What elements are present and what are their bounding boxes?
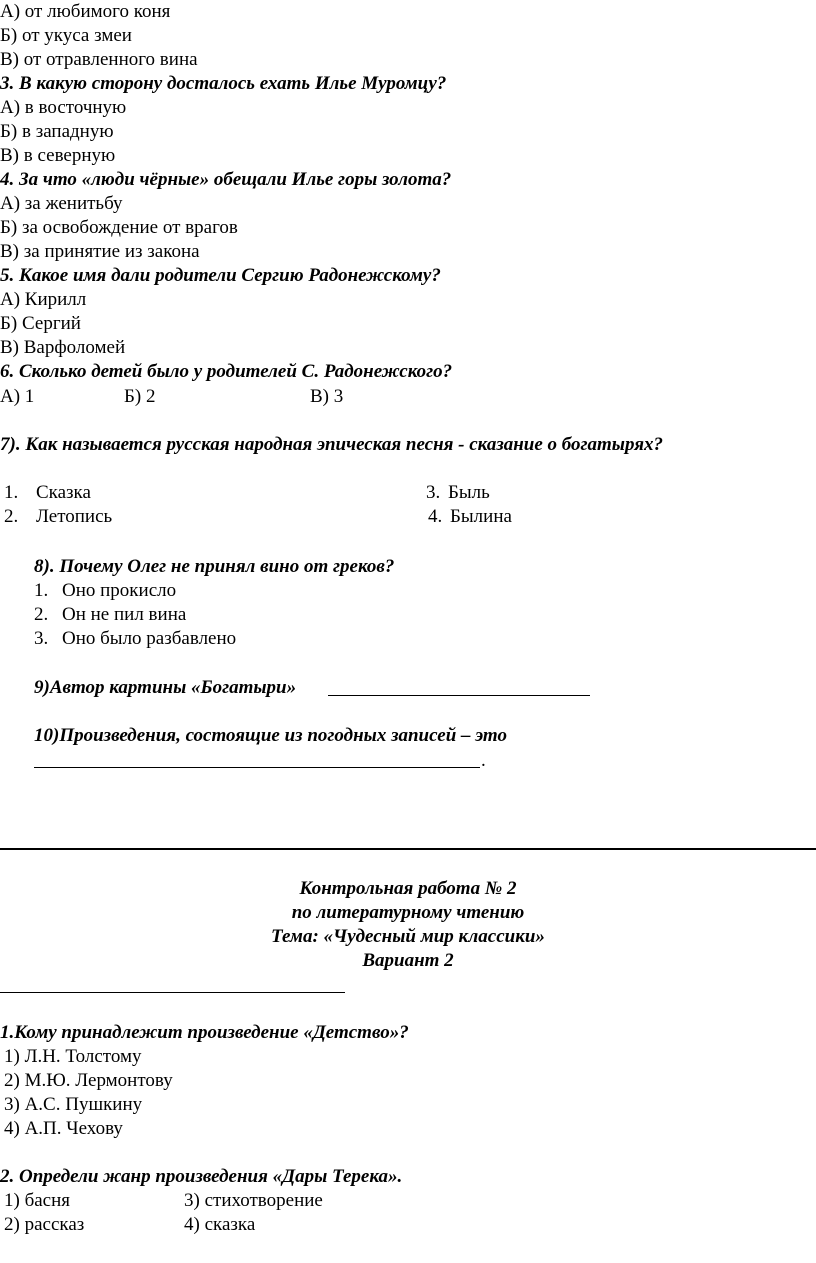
p2-q2-option-2: 2) рассказ [4, 1214, 85, 1235]
q7-option-2-text: Летопись [36, 506, 113, 527]
p2-q2-question: 2. Определи жанр произведения «Дары Терека». [0, 1166, 403, 1187]
q7-option-2-num: 2. [4, 506, 19, 527]
q10-question: 10)Произведения, состоящие из погодных записей – это [34, 725, 507, 746]
q10-answer-line [34, 767, 480, 768]
q7-question: 7). Как называется русская народная эпическая песня - сказание о богатырях? [0, 434, 664, 455]
q5-option-b: Б) Сергий [0, 313, 81, 334]
q2-option-b: Б) от укуса змеи [0, 25, 132, 46]
p2-q2-option-3: 3) стихотворение [184, 1190, 323, 1211]
p2-q2-option-1: 1) басня [4, 1190, 71, 1211]
test-theme: Тема: «Чудесный мир классики» [271, 926, 545, 947]
p2-q1-option-2: 2) М.Ю. Лермонтову [4, 1070, 173, 1091]
q6-question: 6. Сколько детей было у родителей С. Радонежского? [0, 361, 453, 382]
q6-option-a: А) 1 [0, 386, 35, 407]
q7-option-3-num: 3. [426, 482, 441, 503]
q2-option-c: В) от отравленного вина [0, 49, 198, 70]
q5-option-a: А) Кирилл [0, 289, 87, 310]
q7-option-3-text: Быль [448, 482, 490, 503]
q9-answer-line [328, 695, 590, 696]
q7-option-1-text: Сказка [36, 482, 91, 503]
q7-option-4-num: 4. [428, 506, 443, 527]
q6-option-c: В) 3 [310, 386, 344, 407]
p2-q2-option-4: 4) сказка [184, 1214, 256, 1235]
q6-option-b: Б) 2 [124, 386, 156, 407]
q2-option-a: А) от любимого коня [0, 1, 171, 22]
test-title: Контрольная работа № 2 [299, 878, 517, 899]
q7-option-4-text: Былина [450, 506, 512, 527]
p2-q1-option-4: 4) А.П. Чехову [4, 1118, 123, 1139]
q7-option-1-num: 1. [4, 482, 19, 503]
q4-question: 4. За что «люди чёрные» обещали Илье горы золота? [0, 169, 452, 190]
test-subject: по литературному чтению [291, 902, 525, 923]
header-underline [0, 992, 345, 993]
q10-end-dot: . [481, 750, 486, 771]
q5-question: 5. Какое имя дали родители Сергию Радонежскому? [0, 265, 441, 286]
q9-question: 9)Автор картины «Богатыри» [34, 677, 297, 698]
p2-q1-option-1: 1) Л.Н. Толстому [4, 1046, 142, 1067]
section-divider [0, 848, 816, 850]
q8-option-2-text: Он не пил вина [62, 604, 187, 625]
q8-question: 8). Почему Олег не принял вино от греков? [34, 556, 395, 577]
q8-option-3-num: 3. [34, 628, 49, 649]
q8-option-3-text: Оно было разбавлено [62, 628, 237, 649]
q8-option-1-text: Оно прокисло [62, 580, 177, 601]
p2-q1-option-3: 3) А.С. Пушкину [4, 1094, 143, 1115]
q5-option-c: В) Варфоломей [0, 337, 126, 358]
q3-option-b: Б) в западную [0, 121, 114, 142]
q3-question: 3. В какую сторону досталось ехать Илье Муромцу? [0, 73, 447, 94]
q8-option-2-num: 2. [34, 604, 49, 625]
q4-option-a: А) за женитьбу [0, 193, 123, 214]
q3-option-a: А) в восточную [0, 97, 127, 118]
q3-option-c: В) в северную [0, 145, 116, 166]
p2-q1-question: 1.Кому принадлежит произведение «Детство»? [0, 1022, 409, 1043]
q8-option-1-num: 1. [34, 580, 49, 601]
q4-option-b: Б) за освобождение от врагов [0, 217, 238, 238]
test-variant: Вариант 2 [362, 950, 454, 971]
q4-option-c: В) за принятие из закона [0, 241, 200, 262]
